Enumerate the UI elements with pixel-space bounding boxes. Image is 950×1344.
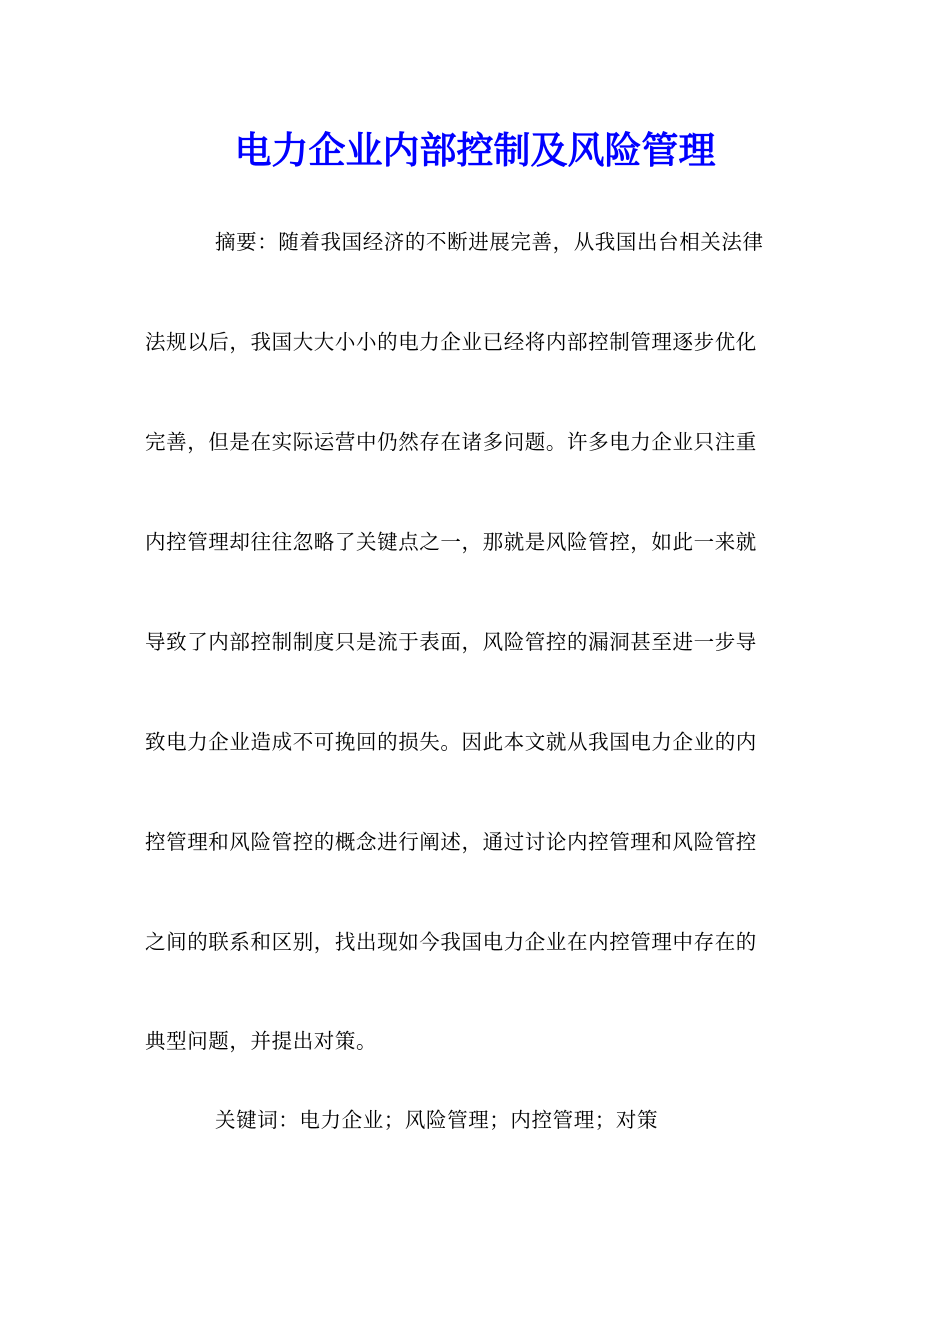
abstract-line: 致电力企业造成不可挽回的损失。因此本文就从我国电力企业的内 bbox=[145, 730, 757, 754]
abstract-line: 典型问题，并提出对策。 bbox=[145, 1029, 378, 1053]
abstract-line: 导致了内部控制制度只是流于表面，风险管控的漏洞甚至进一步导 bbox=[145, 630, 757, 654]
abstract-line: 控管理和风险管控的概念进行阐述，通过讨论内控管理和风险管控 bbox=[145, 830, 757, 854]
abstract-line: 之间的联系和区别，找出现如今我国电力企业在内控管理中存在的 bbox=[145, 930, 757, 954]
document-title: 电力企业内部控制及风险管理 bbox=[234, 128, 716, 172]
abstract-line: 完善，但是在实际运营中仍然存在诸多问题。许多电力企业只注重 bbox=[145, 430, 757, 454]
abstract-line: 摘要：随着我国经济的不断进展完善，从我国出台相关法律 bbox=[215, 230, 764, 254]
keywords-line: 关键词：电力企业；风险管理；内控管理；对策 bbox=[215, 1108, 659, 1132]
abstract-line: 法规以后，我国大大小小的电力企业已经将内部控制管理逐步优化 bbox=[145, 330, 757, 354]
abstract-line: 内控管理却往往忽略了关键点之一，那就是风险管控，如此一来就 bbox=[145, 530, 757, 554]
